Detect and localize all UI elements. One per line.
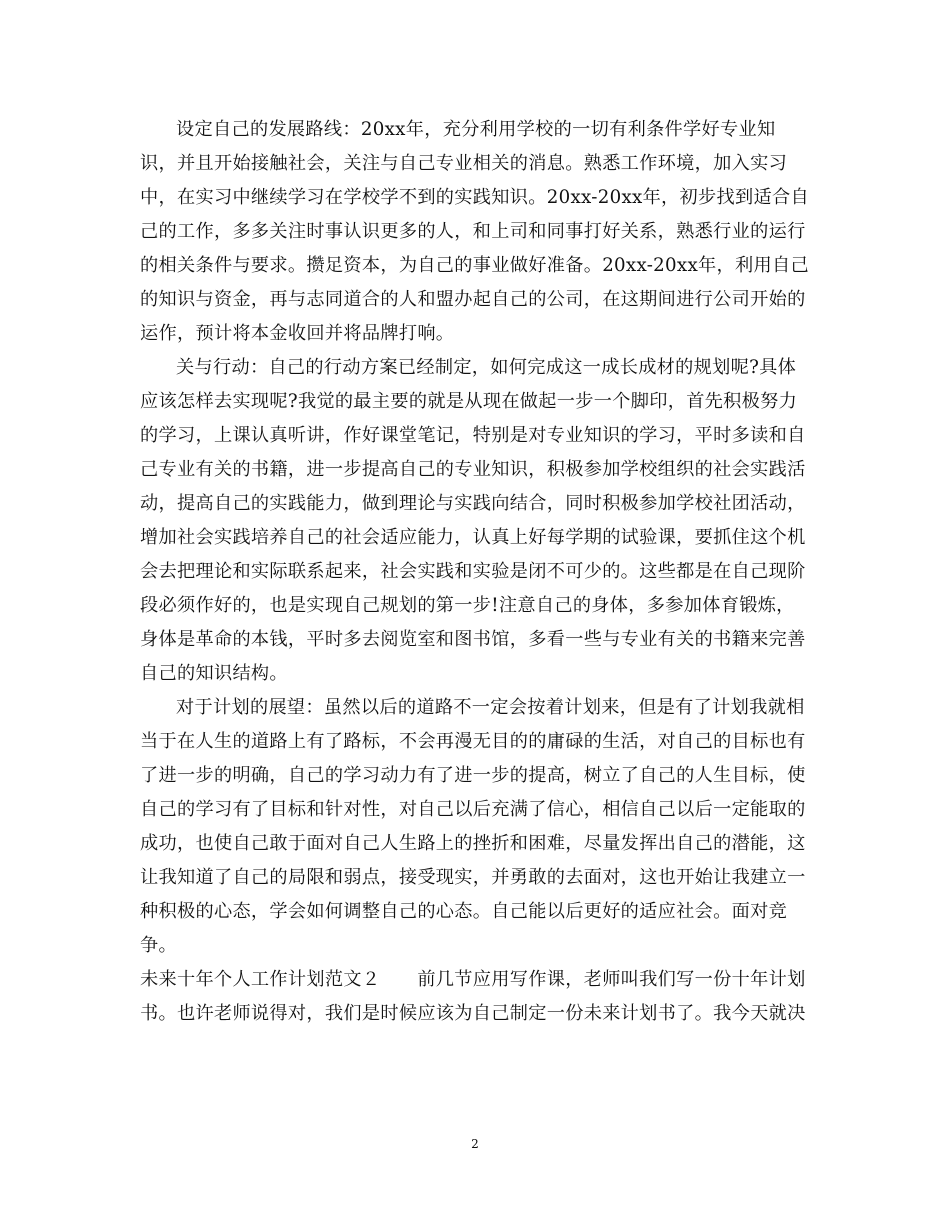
- paragraph-1-line-2: 识，并且开始接触社会，关注与自己专业相关的消息。熟悉工作环境，加入实习: [140, 153, 788, 174]
- paragraph-1-line-4: 己的工作，多多关注时事认识更多的人，和上司和同事打好关系，熟悉行业的运行: [140, 221, 806, 242]
- paragraph-1-line-7: 运作，预计将本金收回并将品牌打响。: [140, 323, 455, 344]
- paragraph-2-line-6: 增加社会实践培养自己的社会适应能力，认真上好每学期的试验课，要抓住这个机: [140, 527, 806, 548]
- paragraph-3-line-4: 自己的学习有了目标和针对性，对自己以后充满了信心，相信自己以后一定能取的: [140, 799, 806, 820]
- paragraph-3-line-2: 当于在人生的道路上有了路标，不会再漫无目的的庸碌的生活，对自己的目标也有: [140, 731, 806, 752]
- paragraph-4-line-1: 未来十年个人工作计划范文２ 前几节应用写作课，老师叫我们写一份十年计划: [140, 969, 806, 990]
- paragraph-3-line-8: 争。: [140, 935, 177, 956]
- paragraph-1-line-1: 设定自己的发展路线：20xx年，充分利用学校的一切有利条件学好专业知: [176, 119, 776, 140]
- paragraph-2-line-5: 动，提高自己的实践能力，做到理论与实践向结合，同时积极参加学校社团活动，: [140, 493, 806, 514]
- paragraph-2-line-9: 身体是革命的本钱，平时多去阅览室和图书馆，多看一些与专业有关的书籍来完善: [140, 629, 806, 650]
- paragraph-2-line-1: 关与行动：自己的行动方案已经制定，如何完成这一成长成材的规划呢?具体: [176, 357, 797, 378]
- paragraph-2-line-2: 应该怎样去实现呢?我觉的最主要的就是从现在做起一步一个脚印，首先积极努力: [140, 391, 798, 412]
- paragraph-4-line-2: 书。也许老师说得对，我们是时候应该为自己制定一份未来计划书了。我今天就决: [140, 1003, 806, 1024]
- paragraph-2-line-3: 的学习，上课认真听讲，作好课堂笔记，特别是对专业知识的学习，平时多读和自: [140, 425, 806, 446]
- paragraph-3-line-5: 成功，也使自己敢于面对自己人生路上的挫折和困难，尽量发挥出自己的潜能，这: [140, 833, 806, 854]
- paragraph-2-line-10: 自己的知识结构。: [140, 663, 288, 684]
- paragraph-1-line-5: 的相关条件与要求。攒足资本，为自己的事业做好准备。20xx-20xx年，利用自己: [140, 255, 809, 276]
- paragraph-2-line-7: 会去把理论和实际联系起来，社会实践和实验是闭不可少的。这些都是在自己现阶: [140, 561, 806, 582]
- paragraph-1-line-6: 的知识与资金，再与志同道合的人和盟办起自己的公司，在这期间进行公司开始的: [140, 289, 806, 310]
- paragraph-3-line-3: 了进一步的明确，自己的学习动力有了进一步的提高，树立了自己的人生目标，使: [140, 765, 806, 786]
- paragraph-1-line-3: 中，在实习中继续学习在学校学不到的实践知识。20xx-20xx年，初步找到适合自: [140, 187, 809, 208]
- paragraph-3-line-1: 对于计划的展望：虽然以后的道路不一定会按着计划来，但是有了计划我就相: [176, 697, 805, 718]
- page-number: 2: [471, 1137, 479, 1151]
- paragraph-3-line-6: 让我知道了自己的局限和弱点，接受现实，并勇敢的去面对，这也开始让我建立一: [140, 867, 806, 888]
- paragraph-2-line-8: 段必须作好的，也是实现自己规划的第一步!注意自己的身体，多参加体育锻炼，: [140, 595, 795, 616]
- paragraph-3-line-7: 种积极的心态，学会如何调整自己的心态。自己能以后更好的适应社会。面对竞: [140, 901, 788, 922]
- paragraph-2-line-4: 己专业有关的书籍，进一步提高自己的专业知识，积极参加学校组织的社会实践活: [140, 459, 806, 480]
